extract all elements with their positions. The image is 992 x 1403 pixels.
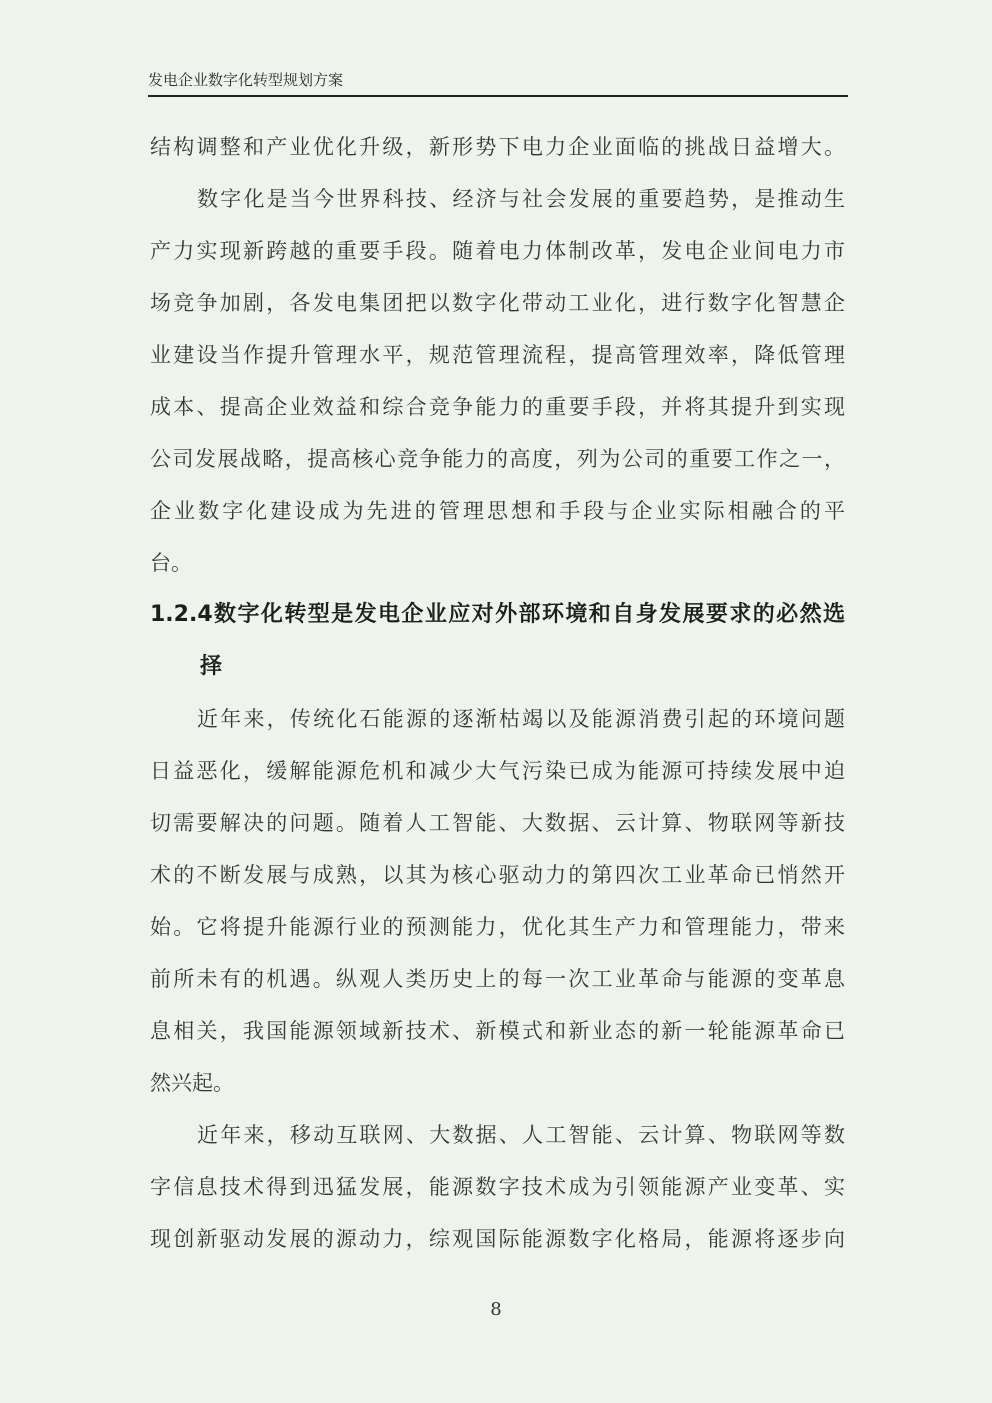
body-line: 公司发展战略，提高核心竞争能力的高度，列为公司的重要工作之一， (150, 447, 845, 471)
body-line: 业建设当作提升管理水平，规范管理流程，提高管理效率，降低管理 (150, 343, 845, 367)
section-heading (150, 589, 845, 693)
body-line: 术的不断发展与成熟，以其为核心驱动力的第四次工业革命已悄然开 (150, 863, 845, 887)
body-line: 产力实现新跨越的重要手段。随着电力体制改革，发电企业间电力市 (150, 239, 845, 263)
paragraph-continuation (150, 121, 845, 173)
header-rule (148, 95, 848, 97)
body-line: 数字化是当今世界科技、经济与社会发展的重要趋势，是推动生 (197, 187, 845, 211)
body-line: 成本、提高企业效益和综合竞争能力的重要手段，并将其提升到实现 (150, 395, 845, 419)
body-line: 现创新驱动发展的源动力，综观国际能源数字化格局，能源将逐步向 (150, 1227, 845, 1251)
body-line: 结构调整和产业优化升级，新形势下电力企业面临的挑战日益增大。 (150, 135, 845, 159)
body-line: 息相关，我国能源领域新技术、新模式和新业态的新一轮能源革命已 (150, 1019, 845, 1043)
section-heading-line: 择 (200, 654, 223, 679)
body-line: 近年来，传统化石能源的逐渐枯竭以及能源消费引起的环境问题 (197, 707, 845, 731)
paragraph (150, 1109, 845, 1265)
paragraph (150, 693, 845, 1109)
page-body (150, 121, 845, 1265)
body-line: 日益恶化，缓解能源危机和减少大气污染已成为能源可持续发展中迫 (150, 759, 845, 783)
body-line: 始。它将提升能源行业的预测能力，优化其生产力和管理能力，带来 (150, 915, 845, 939)
body-line: 台。 (150, 551, 192, 575)
body-line: 然兴起。 (150, 1071, 234, 1095)
body-line: 字信息技术得到迅猛发展，能源数字技术成为引领能源产业变革、实 (150, 1175, 845, 1199)
page-number: 8 (490, 1299, 502, 1320)
body-line: 切需要解决的问题。随着人工智能、大数据、云计算、物联网等新技 (150, 811, 845, 835)
paragraph (150, 173, 845, 589)
body-line: 近年来，移动互联网、大数据、人工智能、云计算、物联网等数 (197, 1123, 845, 1147)
section-heading-line: 1.2.4数字化转型是发电企业应对外部环境和自身发展要求的必然选 (150, 602, 845, 627)
body-line: 企业数字化建设成为先进的管理思想和手段与企业实际相融合的平 (150, 499, 845, 523)
body-line: 场竞争加剧，各发电集团把以数字化带动工业化，进行数字化智慧企 (150, 291, 845, 315)
running-header: 发电企业数字化转型规划方案 (148, 71, 344, 89)
body-line: 前所未有的机遇。纵观人类历史上的每一次工业革命与能源的变革息 (150, 967, 845, 991)
